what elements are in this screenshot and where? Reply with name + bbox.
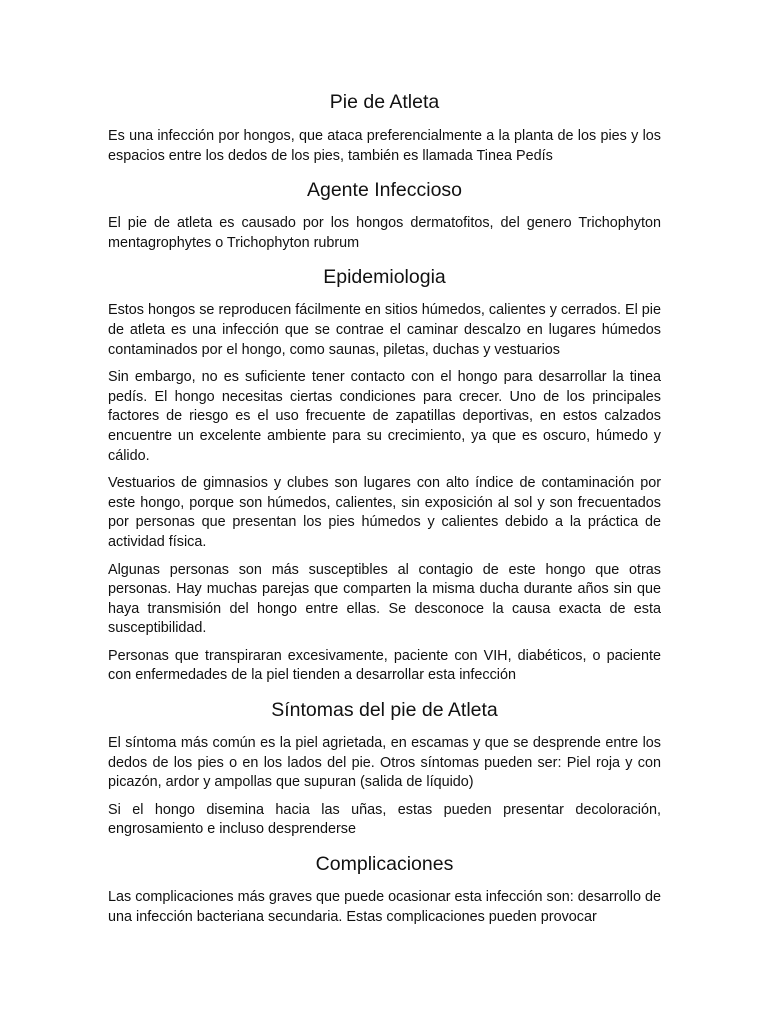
section-title-complicaciones: Complicaciones <box>315 853 454 876</box>
paragraph-sintomas-1: El síntoma más común es la piel agrietada, en escamas y que se desprende entre los dedos de los pies o en los lados del pie. Otros síntomas pueden ser: Piel roja y con picazón, ardor y ampollas que supuran (salida de líquido) <box>108 735 661 791</box>
paragraph-complicaciones: Las complicaciones más graves que puede ocasionar esta infección son: desarrollo de una infección bacteriana secundaria. Estas complicaciones pueden provocar <box>108 889 661 925</box>
paragraph-agente: El pie de atleta es causado por los hongos dermatofitos, del genero Trichophyton mentagrophytes o Trichophyton rubrum <box>108 215 661 251</box>
section-title-epidemiologia: Epidemiologia <box>323 266 446 289</box>
section-title-agente-infeccioso: Agente Infeccioso <box>306 179 463 202</box>
section-title-sintomas: Síntomas del pie de Atleta <box>271 699 498 722</box>
paragraph-epidemiologia-2: Sin embargo, no es suficiente tener contacto con el hongo para desarrollar la tinea pedís. El hongo necesitas ciertas condiciones para crecer. Uno de los principales factores de riesgo es el uso frecuente de zapatillas deportivas, en estos calzados encuentre un excelente ambiente para su crecimiento, ya que es oscuro, húmedo y cálido. <box>108 369 661 464</box>
paragraph-epidemiologia-3: Vestuarios de gimnasios y clubes son lugares con alto índice de contaminación por este hongo, porque son húmedos, calientes, sin exposición al sol y son frecuentados por personas que presentan los pies húmedos y calientes debido a la práctica de actividad física. <box>108 475 661 550</box>
paragraph-definition: Es una infección por hongos, que ataca preferencialmente a la planta de los pies y los espacios entre los dedos de los pies, también es llamada Tinea Pedís <box>108 128 661 164</box>
paragraph-sintomas-2: Si el hongo disemina hacia las uñas, estas pueden presentar decoloración, engrosamiento e incluso desprenderse <box>108 801 661 838</box>
paragraph-epidemiologia-1: Estos hongos se reproducen fácilmente en sitios húmedos, calientes y cerrados. El pie de atleta es una infección que se contrae el caminar descalzo en lugares húmedos contaminados por el hongo, como saunas, piletas, duchas y vestuarios <box>108 302 661 358</box>
paragraph-epidemiologia-4: Algunas personas son más susceptibles al contagio de este hongo que otras personas. Hay muchas parejas que comparten la misma ducha durante años sin que haya transmisión del hongo entre ellas. Se desconoce la causa exacta de esta susceptibilidad. <box>108 561 661 637</box>
paragraph-epidemiologia-5: Personas que transpiraran excesivamente, paciente con VIH, diabéticos, o paciente con enfermedades de la piel tienden a desarrollar esta infección <box>108 647 661 684</box>
section-title-pie-de-atleta: Pie de Atleta <box>329 91 440 113</box>
